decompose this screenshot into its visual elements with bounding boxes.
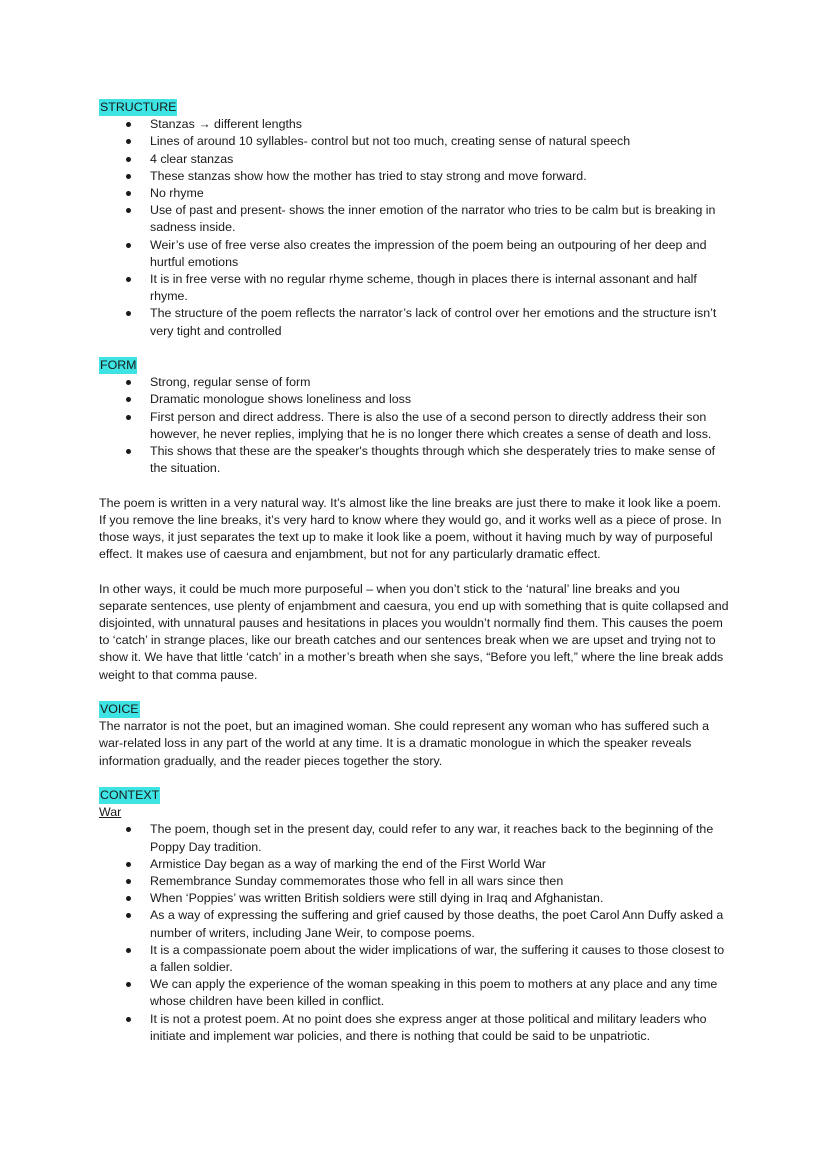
war-subheading: War [99,805,122,820]
list-item: First person and direct address. There is also the use of a second person to directly address their son however, he never replies, implying that he is no longer there which creates a sense of death and loss. [99,409,731,443]
list-item: Weir’s use of free verse also creates the impression of the poem being an outpouring of her deep and hurtful emotions [99,237,731,271]
list-item: These stanzas show how the mother has tried to stay strong and move forward. [99,168,731,185]
list-item: Lines of around 10 syllables- control but not too much, creating sense of natural speech [99,133,731,150]
spacer [99,340,731,357]
spacer [99,684,731,701]
list-item: 4 clear stanzas [99,151,731,168]
list-item: No rhyme [99,185,731,202]
form-heading: FORM [99,357,137,374]
spacer [99,770,731,787]
list-item: The structure of the poem reflects the narrator’s lack of control over her emotions and the structure isn’t very tight and controlled [99,305,731,339]
document-content [99,99,731,1045]
list-item: As a way of expressing the suffering and grief caused by those deaths, the poet Carol Ann Duffy asked a number of writers, including Jane Weir, to compose poems. [99,907,731,941]
list-item: Armistice Day began as a way of marking the end of the First World War [99,856,731,873]
form-section [99,357,731,684]
list-item: Use of past and present- shows the inner emotion of the narrator who tries to be calm but is breaking in sadness inside. [99,202,731,236]
voice-paragraph: The narrator is not the poet, but an imagined woman. She could represent any woman who has suffered such a war-related loss in any part of the world at any time. It is a dramatic monologue in which the speaker reveals information gradually, and the reader pieces together the story. [99,719,710,768]
form-list [99,374,731,477]
list-item: We can apply the experience of the woman speaking in this poem to mothers at any place and any time whose children have been killed in conflict. [99,976,731,1010]
structure-list [99,116,731,340]
context-list [99,821,731,1045]
context-heading: CONTEXT [99,787,160,804]
list-item: It is a compassionate poem about the wider implications of war, the suffering it causes to those closest to a fallen soldier. [99,942,731,976]
list-item: Remembrance Sunday commemorates those who fell in all wars since then [99,873,731,890]
list-item: The poem, though set in the present day, could refer to any war, it reaches back to the beginning of the Poppy Day tradition. [99,821,731,855]
list-item: Stanzas → different lengths [99,116,731,133]
list-item: Dramatic monologue shows loneliness and loss [99,391,731,408]
voice-heading: VOICE [99,701,140,718]
spacer [99,563,731,580]
list-item: Strong, regular sense of form [99,374,731,391]
context-section [99,787,731,1045]
voice-section [99,701,731,770]
list-item: This shows that these are the speaker's thoughts through which she desperately tries to make sense of the situation. [99,443,731,477]
structure-section [99,99,731,340]
structure-heading: STRUCTURE [99,99,177,116]
list-item: It is not a protest poem. At no point does she express anger at those political and military leaders who initiate and implement war policies, and there is nothing that could be said to be unpatriotic. [99,1011,731,1045]
list-item: When ‘Poppies’ was written British soldiers were still dying in Iraq and Afghanistan. [99,890,731,907]
list-item: It is in free verse with no regular rhyme scheme, though in places there is internal assonant and half rhyme. [99,271,731,305]
spacer [99,477,731,494]
form-paragraph: The poem is written in a very natural way. It’s almost like the line breaks are just there to make it look like a poem. If you remove the line breaks, it’s very hard to know where they would go, and it works well as a piece of prose. In those ways, it just separates the text up to make it look like a poem, without it having much by way of purposeful effect. It makes use of caesura and enjambment, but not for any particularly dramatic effect. [99,495,722,562]
form-paragraph: In other ways, it could be much more purposeful – when you don’t stick to the ‘natural’ line breaks and you separate sentences, use plenty of enjambment and caesura, you end up with something that is quite collapsed and disjointed, with unnatural pauses and hesitations in places you wouldn’t normally find them. This causes the poem to ‘catch’ in strange places, like our breath catches and our sentences break when we are upset and trying not to show it. We have that little ‘catch’ in a mother’s breath when she says, “Before you left,” where the line break adds weight to that comma pause. [99,581,729,682]
